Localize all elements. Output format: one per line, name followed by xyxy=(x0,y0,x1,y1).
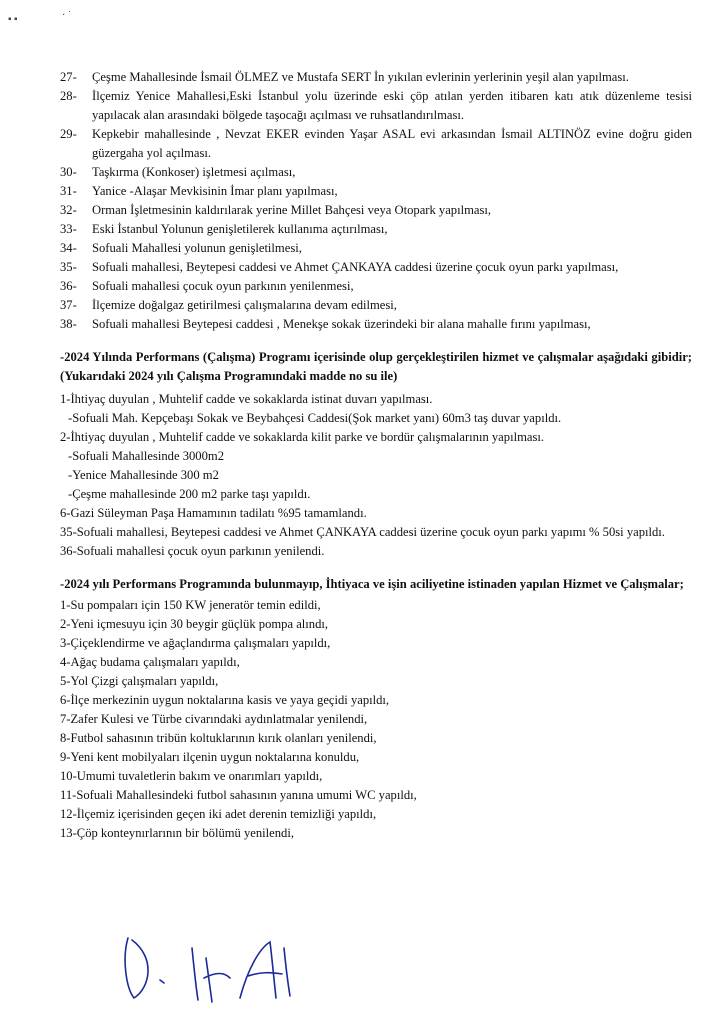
planned-item xyxy=(60,87,692,125)
item-text: İlçemiz Yenice Mahallesi,Eski İstanbul yolu üzerinde eski çöp atılan yerden itibaren katı atık düzenleme tesisi yapılacak alan arasındaki bölgede taşocağı açılması ve ruhsatlandırılması. xyxy=(92,89,692,122)
planned-item xyxy=(60,163,692,182)
section2-line: 4-Ağaç budama çalışmaları yapıldı, xyxy=(60,655,240,669)
section1-line: -Sofuali Mah. Kepçebaşı Sokak ve Beybahçesi Caddesi(Şok market yanı) 60m3 taş duvar yapıldı. xyxy=(68,411,562,425)
section2-line: 5-Yol Çizgi çalışmaları yapıldı, xyxy=(60,674,219,688)
item-text: Yanice -Alaşar Mevkisinin İmar planı yapılması, xyxy=(92,184,338,198)
item-number: 38- xyxy=(60,317,77,331)
item-text: Taşkırma (Konkoser) işletmesi açılması, xyxy=(92,165,296,179)
item-number: 32- xyxy=(60,203,77,217)
item-text: Çeşme Mahallesinde İsmail ÖLMEZ ve Mustafa SERT İn yıkılan evlerinin yerlerinin yeşil alan yapılması. xyxy=(92,70,629,84)
handwritten-signature xyxy=(120,928,320,1018)
section1-line: -Çeşme mahallesinde 200 m2 parke taşı yapıldı. xyxy=(68,487,311,501)
item-number: 35- xyxy=(60,260,77,274)
section1-list xyxy=(60,390,692,561)
section2-heading: -2024 yılı Performans Programında bulunmayıp, İhtiyaca ve işin aciliyetine istinaden yapılan Hizmet ve Çalışmalar; xyxy=(60,577,684,591)
section2-line: 10-Umumi tuvaletlerin bakım ve onarımları yapıldı, xyxy=(60,769,323,783)
section2-line: 11-Sofuali Mahallesindeki futbol sahasının yanına umumi WC yapıldı, xyxy=(60,788,417,802)
item-text: Orman İşletmesinin kaldırılarak yerine Millet Bahçesi veya Otopark yapılması, xyxy=(92,203,492,217)
planned-item xyxy=(60,296,692,315)
section2-line: 9-Yeni kent mobilyaları ilçenin uygun noktalarına konuldu, xyxy=(60,750,360,764)
section1-line: -Yenice Mahallesinde 300 m2 xyxy=(68,468,219,482)
section1-line: 1-İhtiyaç duyulan , Muhtelif cadde ve sokaklarda istinat duvarı yapılması. xyxy=(60,392,433,406)
item-text: İlçemize doğalgaz getirilmesi çalışmalarına devam edilmesi, xyxy=(92,298,397,312)
section2-line: 7-Zafer Kulesi ve Türbe civarındaki aydınlatmalar yenilendi, xyxy=(60,712,368,726)
section2-line: 2-Yeni içmesuyu için 30 beygir güçlük pompa alındı, xyxy=(60,617,329,631)
section1-line: -Sofuali Mahallesinde 3000m2 xyxy=(68,449,224,463)
section2-line: 3-Çiçeklendirme ve ağaçlandırma çalışmaları yapıldı, xyxy=(60,636,331,650)
item-number: 27- xyxy=(60,70,77,84)
planned-item xyxy=(60,220,692,239)
item-number: 34- xyxy=(60,241,77,255)
section2-line: 12-İlçemiz içerisinden geçen iki adet derenin temizliği yapıldı, xyxy=(60,807,377,821)
item-number: 31- xyxy=(60,184,77,198)
document-page xyxy=(60,68,692,843)
planned-item xyxy=(60,277,692,296)
planned-item xyxy=(60,125,692,163)
item-text: Sofuali Mahallesi yolunun genişletilmesi, xyxy=(92,241,302,255)
item-text: Sofuali mahallesi çocuk oyun parkının yenilenmesi, xyxy=(92,279,354,293)
planned-item xyxy=(60,201,692,220)
section1-line: 6-Gazi Süleyman Paşa Hamamının tadilatı %95 tamamlandı. xyxy=(60,506,367,520)
planned-items-list xyxy=(60,68,692,334)
section1-line: 2-İhtiyaç duyulan , Muhtelif cadde ve sokaklarda kilit parke ve bordür çalışmalarının yapılması. xyxy=(60,430,545,444)
item-text: Sofuali mahallesi Beytepesi caddesi , Menekşe sokak üzerindeki bir alana mahalle fırını yapılması, xyxy=(92,317,591,331)
scan-mark-left: ▪ ▪ xyxy=(8,14,18,25)
item-text: Sofuali mahallesi, Beytepesi caddesi ve Ahmet ÇANKAYA caddesi üzerine çocuk oyun parkı yapılması, xyxy=(92,260,619,274)
scan-mark-top: · ˙ xyxy=(62,10,72,21)
item-number: 30- xyxy=(60,165,77,179)
section2-line: 8-Futbol sahasının tribün koltuklarının kırık olanları yenilendi, xyxy=(60,731,377,745)
section2-line: 1-Su pompaları için 150 KW jeneratör temin edildi, xyxy=(60,598,321,612)
item-number: 33- xyxy=(60,222,77,236)
item-text: Eski İstanbul Yolunun genişletilerek kullanıma açtırılması, xyxy=(92,222,388,236)
section1-heading: -2024 Yılında Performans (Çalışma) Programı içerisinde olup gerçekleştirilen hizmet ve çalışmalar aşağıdaki gibidir; (Yukarıdaki 2024 yılı Çalışma Programındaki madde no su ile) xyxy=(60,350,692,383)
section2-list xyxy=(60,596,692,843)
planned-item xyxy=(60,239,692,258)
planned-item xyxy=(60,182,692,201)
section1-line: 35-Sofuali mahallesi, Beytepesi caddesi ve Ahmet ÇANKAYA caddesi üzerine çocuk oyun parkı yapımı % 50si yapıldı. xyxy=(60,525,665,539)
planned-item xyxy=(60,68,692,87)
section2-line: 6-İlçe merkezinin uygun noktalarına kasis ve yaya geçidi yapıldı, xyxy=(60,693,390,707)
item-number: 29- xyxy=(60,127,77,141)
item-text: Kepkebir mahallesinde , Nevzat EKER evinden Yaşar ASAL evi arkasından İsmail ALTINÖZ evine doğru giden güzergaha yol açılması. xyxy=(92,127,692,160)
planned-item xyxy=(60,315,692,334)
item-number: 36- xyxy=(60,279,77,293)
section1-line: 36-Sofuali mahallesi çocuk oyun parkının yenilendi. xyxy=(60,544,325,558)
planned-item xyxy=(60,258,692,277)
item-number: 28- xyxy=(60,89,77,103)
item-number: 37- xyxy=(60,298,77,312)
section2-line: 13-Çöp konteynırlarının bir bölümü yenilendi, xyxy=(60,826,294,840)
